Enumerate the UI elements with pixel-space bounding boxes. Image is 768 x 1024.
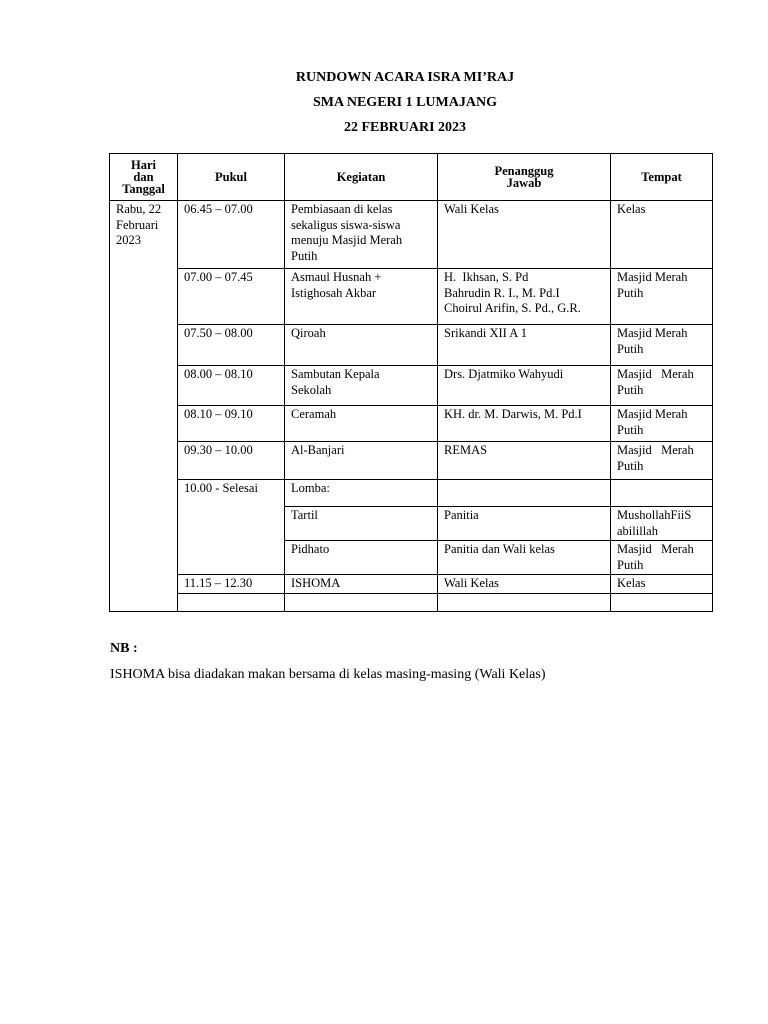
tempat-line: Masjid Merah xyxy=(617,443,694,457)
table-row-empty xyxy=(110,594,713,612)
kegiatan-line: Sambutan Kepala xyxy=(291,367,380,381)
kegiatan-line: Istighosah Akbar xyxy=(291,285,377,300)
tempat-line: Masjid Merah xyxy=(617,407,688,421)
tempat-cell xyxy=(611,541,713,575)
header-kegiatan: Kegiatan xyxy=(285,154,438,201)
kegiatan-line: Asmaul Husnah + xyxy=(291,270,382,284)
table-row xyxy=(110,406,713,442)
pj-cell: Panitia dan Wali kelas xyxy=(438,541,611,575)
table-row xyxy=(110,575,713,594)
pukul-cell: 11.15 – 12.30 xyxy=(178,575,285,594)
document-title-line1: RUNDOWN ACARA ISRA MI’RAJ xyxy=(295,70,515,85)
kegiatan-cell: Qiroah xyxy=(285,325,438,366)
empty-cell xyxy=(285,594,438,612)
table-row xyxy=(110,480,713,507)
empty-cell xyxy=(438,594,611,612)
pj-cell: Srikandi XII A 1 xyxy=(438,325,611,366)
kegiatan-line: sekaligus siswa-siswa xyxy=(291,217,401,232)
tempat-cell xyxy=(611,442,713,480)
table-row xyxy=(110,201,713,269)
kegiatan-cell xyxy=(285,201,438,269)
header-pukul: Pukul xyxy=(178,154,285,201)
tempat-cell xyxy=(611,366,713,406)
kegiatan-cell: ISHOMA xyxy=(285,575,438,594)
tempat-cell: Kelas xyxy=(611,575,713,594)
pukul-cell: 07.00 – 07.45 xyxy=(178,269,285,325)
day-line1: Rabu, 22 xyxy=(116,202,162,216)
pj-cell xyxy=(438,480,611,507)
pukul-cell: 08.10 – 09.10 xyxy=(178,406,285,442)
header-tanggal-line: Tanggal xyxy=(122,182,165,196)
empty-cell xyxy=(178,594,285,612)
tempat-line: Masjid Merah xyxy=(617,542,694,556)
tempat-line: Putih xyxy=(617,458,644,473)
kegiatan-cell: Pidhato xyxy=(285,541,438,575)
tempat-line: Putih xyxy=(617,341,644,356)
tempat-line: Masjid Merah xyxy=(617,367,694,381)
kegiatan-cell xyxy=(285,269,438,325)
pj-line: Bahrudin R. I., M. Pd.I xyxy=(444,285,560,300)
tempat-line: Masjid Merah xyxy=(617,270,688,284)
note-label: NB : xyxy=(110,641,138,656)
pukul-cell: 09.30 – 10.00 xyxy=(178,442,285,480)
header-hari-line: Hari xyxy=(131,158,156,172)
document-title-date: 22 FEBRUARI 2023 xyxy=(343,120,467,135)
tempat-line: Putih xyxy=(617,382,644,397)
tempat-cell xyxy=(611,507,713,541)
pj-cell: REMAS xyxy=(438,442,611,480)
document-title-school: SMA NEGERI 1 LUMAJANG xyxy=(313,95,497,110)
pukul-cell: 07.50 – 08.00 xyxy=(178,325,285,366)
tempat-line: Masjid Merah xyxy=(617,326,688,340)
kegiatan-line: Sekolah xyxy=(291,382,332,397)
tempat-line: Putih xyxy=(617,285,644,300)
header-hari-dan-tanggal xyxy=(110,154,178,201)
pj-cell: Panitia xyxy=(438,507,611,541)
day-line3: 2023 xyxy=(116,233,141,247)
day-cell xyxy=(110,201,178,612)
header-dan-line: dan xyxy=(133,170,154,184)
note-text: ISHOMA bisa diadakan makan bersama di kelas masing-masing (Wali Kelas) xyxy=(110,667,546,682)
pj-cell: Wali Kelas xyxy=(438,201,611,269)
header-penanggung-jawab xyxy=(438,154,611,201)
kegiatan-cell: Lomba: xyxy=(285,480,438,507)
pukul-cell: 08.00 – 08.10 xyxy=(178,366,285,406)
kegiatan-cell: Al-Banjari xyxy=(285,442,438,480)
table-row xyxy=(110,325,713,366)
header-pj-line2: Jawab xyxy=(506,176,542,190)
tempat-cell xyxy=(611,269,713,325)
tempat-cell xyxy=(611,325,713,366)
pj-cell: Drs. Djatmiko Wahyudi xyxy=(438,366,611,406)
header-pj-line1: Penanggug xyxy=(494,164,554,178)
kegiatan-line: Putih xyxy=(291,248,318,263)
rundown-table xyxy=(109,153,713,612)
kegiatan-cell: Ceramah xyxy=(285,406,438,442)
table-header-row xyxy=(110,154,713,201)
day-line2: Februari xyxy=(116,217,159,232)
pj-cell xyxy=(438,269,611,325)
pukul-cell: 10.00 - Selesai xyxy=(178,480,285,575)
tempat-line: MushollahFiiS xyxy=(617,508,692,522)
pj-line: Choirul Arifin, S. Pd., G.R. xyxy=(444,301,581,315)
table-row xyxy=(110,269,713,325)
table-row xyxy=(110,442,713,480)
kegiatan-line: Pembiasaan di kelas xyxy=(291,202,393,216)
kegiatan-line: menuju Masjid Merah xyxy=(291,233,403,247)
kegiatan-cell xyxy=(285,366,438,406)
pj-cell: KH. dr. M. Darwis, M. Pd.I xyxy=(438,406,611,442)
header-tempat: Tempat xyxy=(611,154,713,201)
tempat-cell: Kelas xyxy=(611,201,713,269)
pj-cell: Wali Kelas xyxy=(438,575,611,594)
tempat-cell xyxy=(611,406,713,442)
tempat-cell xyxy=(611,480,713,507)
tempat-line: Putih xyxy=(617,422,644,437)
tempat-line: Putih xyxy=(617,557,644,572)
pukul-cell: 06.45 – 07.00 xyxy=(178,201,285,269)
kegiatan-cell: Tartil xyxy=(285,507,438,541)
table-row xyxy=(110,366,713,406)
empty-cell xyxy=(611,594,713,612)
pj-line: H. Ikhsan, S. Pd xyxy=(444,270,529,284)
tempat-line: abilillah xyxy=(617,523,658,538)
